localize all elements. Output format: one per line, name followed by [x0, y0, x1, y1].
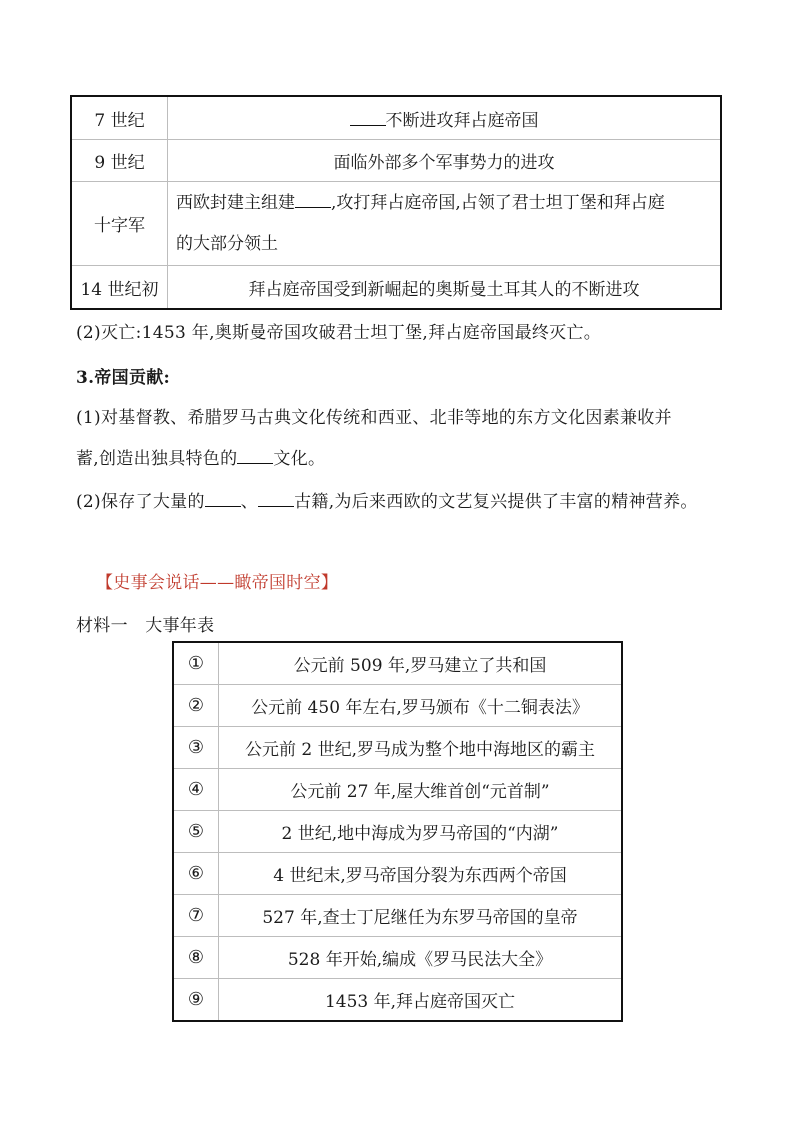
contribution-2 — [76, 487, 698, 512]
era-cell: 7 世纪 — [71, 96, 168, 140]
text-span: 古籍,为后来西欧的文艺复兴提供了丰富的精神营养。 — [294, 492, 698, 512]
table-row — [173, 979, 622, 1022]
event-cell: 1453 年,拜占庭帝国灭亡 — [219, 979, 623, 1022]
event-cell: 公元前 2 世纪,罗马成为整个地中海地区的霸主 — [219, 727, 623, 769]
table-row — [71, 140, 721, 182]
table-row — [173, 811, 622, 853]
row-number: ⑤ — [173, 811, 219, 853]
event-text: 的大部分领土 — [176, 233, 278, 254]
answer-blank[interactable] — [258, 506, 294, 507]
table-row — [71, 96, 721, 140]
contribution-1-line1: (1)对基督教、希腊罗马古典文化传统和西亚、北非等地的东方文化因素兼收并 — [76, 408, 672, 428]
contribution-1-line2 — [76, 444, 325, 469]
event-cell — [168, 96, 722, 140]
row-number: ③ — [173, 727, 219, 769]
event-cell: 公元前 450 年左右,罗马颁布《十二铜表法》 — [219, 685, 623, 727]
answer-blank[interactable] — [350, 125, 386, 126]
text-span: 蓄,创造出独具特色的 — [76, 449, 238, 469]
byzantine-threats-table — [70, 95, 722, 310]
table-row — [71, 182, 721, 266]
table-row — [173, 727, 622, 769]
row-number: ⑦ — [173, 895, 219, 937]
section-title: 【史事会说话——瞰帝国时空】 — [96, 573, 339, 593]
table-row — [173, 642, 622, 685]
event-cell: 527 年,查士丁尼继任为东罗马帝国的皇帝 — [219, 895, 623, 937]
event-cell: 公元前 509 年,罗马建立了共和国 — [219, 642, 623, 685]
row-number: ④ — [173, 769, 219, 811]
table-row — [173, 937, 622, 979]
table-row — [173, 685, 622, 727]
event-cell: 拜占庭帝国受到新崛起的奥斯曼土耳其人的不断进攻 — [168, 266, 722, 310]
text-span: 、 — [240, 492, 259, 512]
answer-blank[interactable] — [205, 506, 241, 507]
event-text: ,攻打拜占庭帝国,占领了君士坦丁堡和拜占庭 — [331, 192, 665, 213]
row-number: ② — [173, 685, 219, 727]
row-number: ① — [173, 642, 219, 685]
event-cell — [168, 182, 722, 266]
row-number: ⑧ — [173, 937, 219, 979]
era-cell: 9 世纪 — [71, 140, 168, 182]
table-row — [71, 266, 721, 310]
section-heading: 3.帝国贡献: — [76, 368, 171, 388]
event-cell: 2 世纪,地中海成为罗马帝国的“内湖” — [219, 811, 623, 853]
text-span: (2)保存了大量的 — [76, 492, 205, 512]
row-number: ⑥ — [173, 853, 219, 895]
event-cell: 528 年开始,编成《罗马民法大全》 — [219, 937, 623, 979]
event-text: 不断进攻拜占庭帝国 — [385, 110, 539, 131]
table-row — [173, 895, 622, 937]
answer-blank[interactable] — [237, 463, 273, 464]
answer-blank[interactable] — [295, 207, 331, 208]
event-cell: 面临外部多个军事势力的进攻 — [168, 140, 722, 182]
text-span: 文化。 — [273, 449, 326, 469]
event-text: 西欧封建主组建 — [176, 192, 295, 213]
table-row — [173, 853, 622, 895]
fall-paragraph: (2)灭亡:1453 年,奥斯曼帝国攻破君士坦丁堡,拜占庭帝国最终灭亡。 — [76, 323, 602, 343]
row-number: ⑨ — [173, 979, 219, 1022]
era-cell: 14 世纪初 — [71, 266, 168, 310]
table-row — [173, 769, 622, 811]
event-cell: 公元前 27 年,屋大维首创“元首制” — [219, 769, 623, 811]
event-cell: 4 世纪末,罗马帝国分裂为东西两个帝国 — [219, 853, 623, 895]
era-cell: 十字军 — [71, 182, 168, 266]
material-label: 材料一 大事年表 — [76, 616, 215, 636]
chronology-table — [172, 641, 623, 1022]
